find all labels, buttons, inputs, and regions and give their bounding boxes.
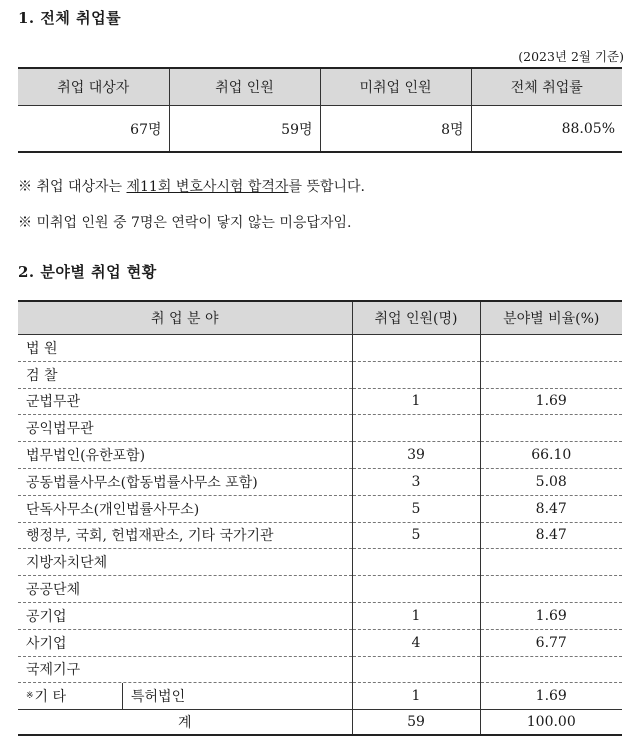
header-cell: 취업 인원 bbox=[169, 68, 320, 106]
note-nonresponse: ※ 미취업 인원 중 7명은 연락이 닿지 않는 미응답자임. bbox=[18, 215, 352, 231]
field: 공익법무관 bbox=[18, 415, 352, 442]
count-cell: 5 bbox=[352, 495, 480, 522]
total-label: 계 bbox=[18, 710, 352, 736]
table-row bbox=[18, 388, 622, 415]
header-cell: 취업 대상자 bbox=[18, 68, 169, 106]
field: 행정부, 국회, 헌법재판소, 기타 국가기관 bbox=[18, 522, 352, 549]
field: 법 원 bbox=[18, 335, 352, 362]
table-row bbox=[18, 602, 622, 629]
table-row bbox=[18, 549, 622, 576]
table-row bbox=[18, 656, 622, 683]
count-cell bbox=[352, 335, 480, 362]
other-ratio: 1.69 bbox=[480, 683, 622, 710]
field-rows bbox=[18, 335, 622, 683]
section2-title: 2. 분야별 취업 현황 bbox=[18, 263, 157, 281]
base-date: (2023년 2월 기준) bbox=[518, 49, 624, 64]
value-cell: 88.05% bbox=[471, 106, 622, 153]
other-sub-label: 특허법인 bbox=[131, 689, 186, 706]
ratio-cell: 1.69 bbox=[480, 388, 622, 415]
field: 군법무관 bbox=[18, 388, 352, 415]
total-ratio: 100.00 bbox=[480, 710, 622, 736]
table-row-other bbox=[18, 683, 622, 710]
value-cell: 8명 bbox=[320, 106, 471, 153]
overall-value-row bbox=[18, 106, 622, 153]
field: 공기업 bbox=[18, 602, 352, 629]
ratio-cell: 1.69 bbox=[480, 602, 622, 629]
field: 지방자치단체 bbox=[18, 549, 352, 576]
count-cell bbox=[352, 549, 480, 576]
header-cell: 분야별 비율(%) bbox=[480, 301, 622, 335]
count-cell bbox=[352, 656, 480, 683]
table-row bbox=[18, 335, 622, 362]
table-row bbox=[18, 629, 622, 656]
section1-title: 1. 전체 취업률 bbox=[18, 9, 122, 27]
ratio-cell bbox=[480, 576, 622, 603]
count-cell bbox=[352, 576, 480, 603]
note-underlined: 제11회 변호사시험 합격자 bbox=[126, 179, 289, 195]
ratio-cell bbox=[480, 549, 622, 576]
field: 사기업 bbox=[18, 629, 352, 656]
header-cell: 취 업 분 야 bbox=[18, 301, 352, 335]
ratio-cell: 8.47 bbox=[480, 495, 622, 522]
count-cell: 1 bbox=[352, 388, 480, 415]
header-cell: 전체 취업률 bbox=[471, 68, 622, 106]
table-row bbox=[18, 522, 622, 549]
field-employment-table bbox=[18, 300, 622, 736]
field: 공동법률사무소(합동법률사무소 포함) bbox=[18, 468, 352, 495]
note-prefix: ※ 취업 대상자는 bbox=[18, 179, 127, 195]
note-suffix: 를 뜻합니다. bbox=[288, 179, 365, 195]
table-row bbox=[18, 415, 622, 442]
table-row bbox=[18, 576, 622, 603]
ratio-cell: 6.77 bbox=[480, 629, 622, 656]
ratio-cell bbox=[480, 361, 622, 388]
other-count: 1 bbox=[352, 683, 480, 710]
table-row bbox=[18, 361, 622, 388]
field: 국제기구 bbox=[18, 656, 352, 683]
value-cell: 67명 bbox=[18, 106, 169, 153]
reference-mark: ※ bbox=[26, 691, 34, 702]
note-target-definition bbox=[18, 176, 365, 196]
field: 검 찰 bbox=[18, 361, 352, 388]
table-row bbox=[18, 495, 622, 522]
table-row bbox=[18, 468, 622, 495]
overall-employment-table bbox=[18, 67, 622, 153]
count-cell: 1 bbox=[352, 602, 480, 629]
ratio-cell bbox=[480, 335, 622, 362]
header-cell: 취업 인원(명) bbox=[352, 301, 480, 335]
count-cell bbox=[352, 415, 480, 442]
count-cell: 3 bbox=[352, 468, 480, 495]
total-row bbox=[18, 710, 622, 736]
field-header-row bbox=[18, 301, 622, 335]
header-cell: 미취업 인원 bbox=[320, 68, 471, 106]
overall-header-row bbox=[18, 68, 622, 106]
table-row bbox=[18, 442, 622, 469]
ratio-cell: 5.08 bbox=[480, 468, 622, 495]
ratio-cell: 8.47 bbox=[480, 522, 622, 549]
count-cell: 5 bbox=[352, 522, 480, 549]
field: 법무법인(유한포함) bbox=[18, 442, 352, 469]
ratio-cell bbox=[480, 656, 622, 683]
field: 단독사무소(개인법률사무소) bbox=[18, 495, 352, 522]
other-label bbox=[18, 683, 123, 709]
field: 공공단체 bbox=[18, 576, 352, 603]
other-field-cell bbox=[18, 683, 352, 710]
ratio-cell bbox=[480, 415, 622, 442]
count-cell: 4 bbox=[352, 629, 480, 656]
ratio-cell: 66.10 bbox=[480, 442, 622, 469]
other-label-text: 기 타 bbox=[34, 689, 67, 706]
total-count: 59 bbox=[352, 710, 480, 736]
count-cell: 39 bbox=[352, 442, 480, 469]
count-cell bbox=[352, 361, 480, 388]
value-cell: 59명 bbox=[169, 106, 320, 153]
